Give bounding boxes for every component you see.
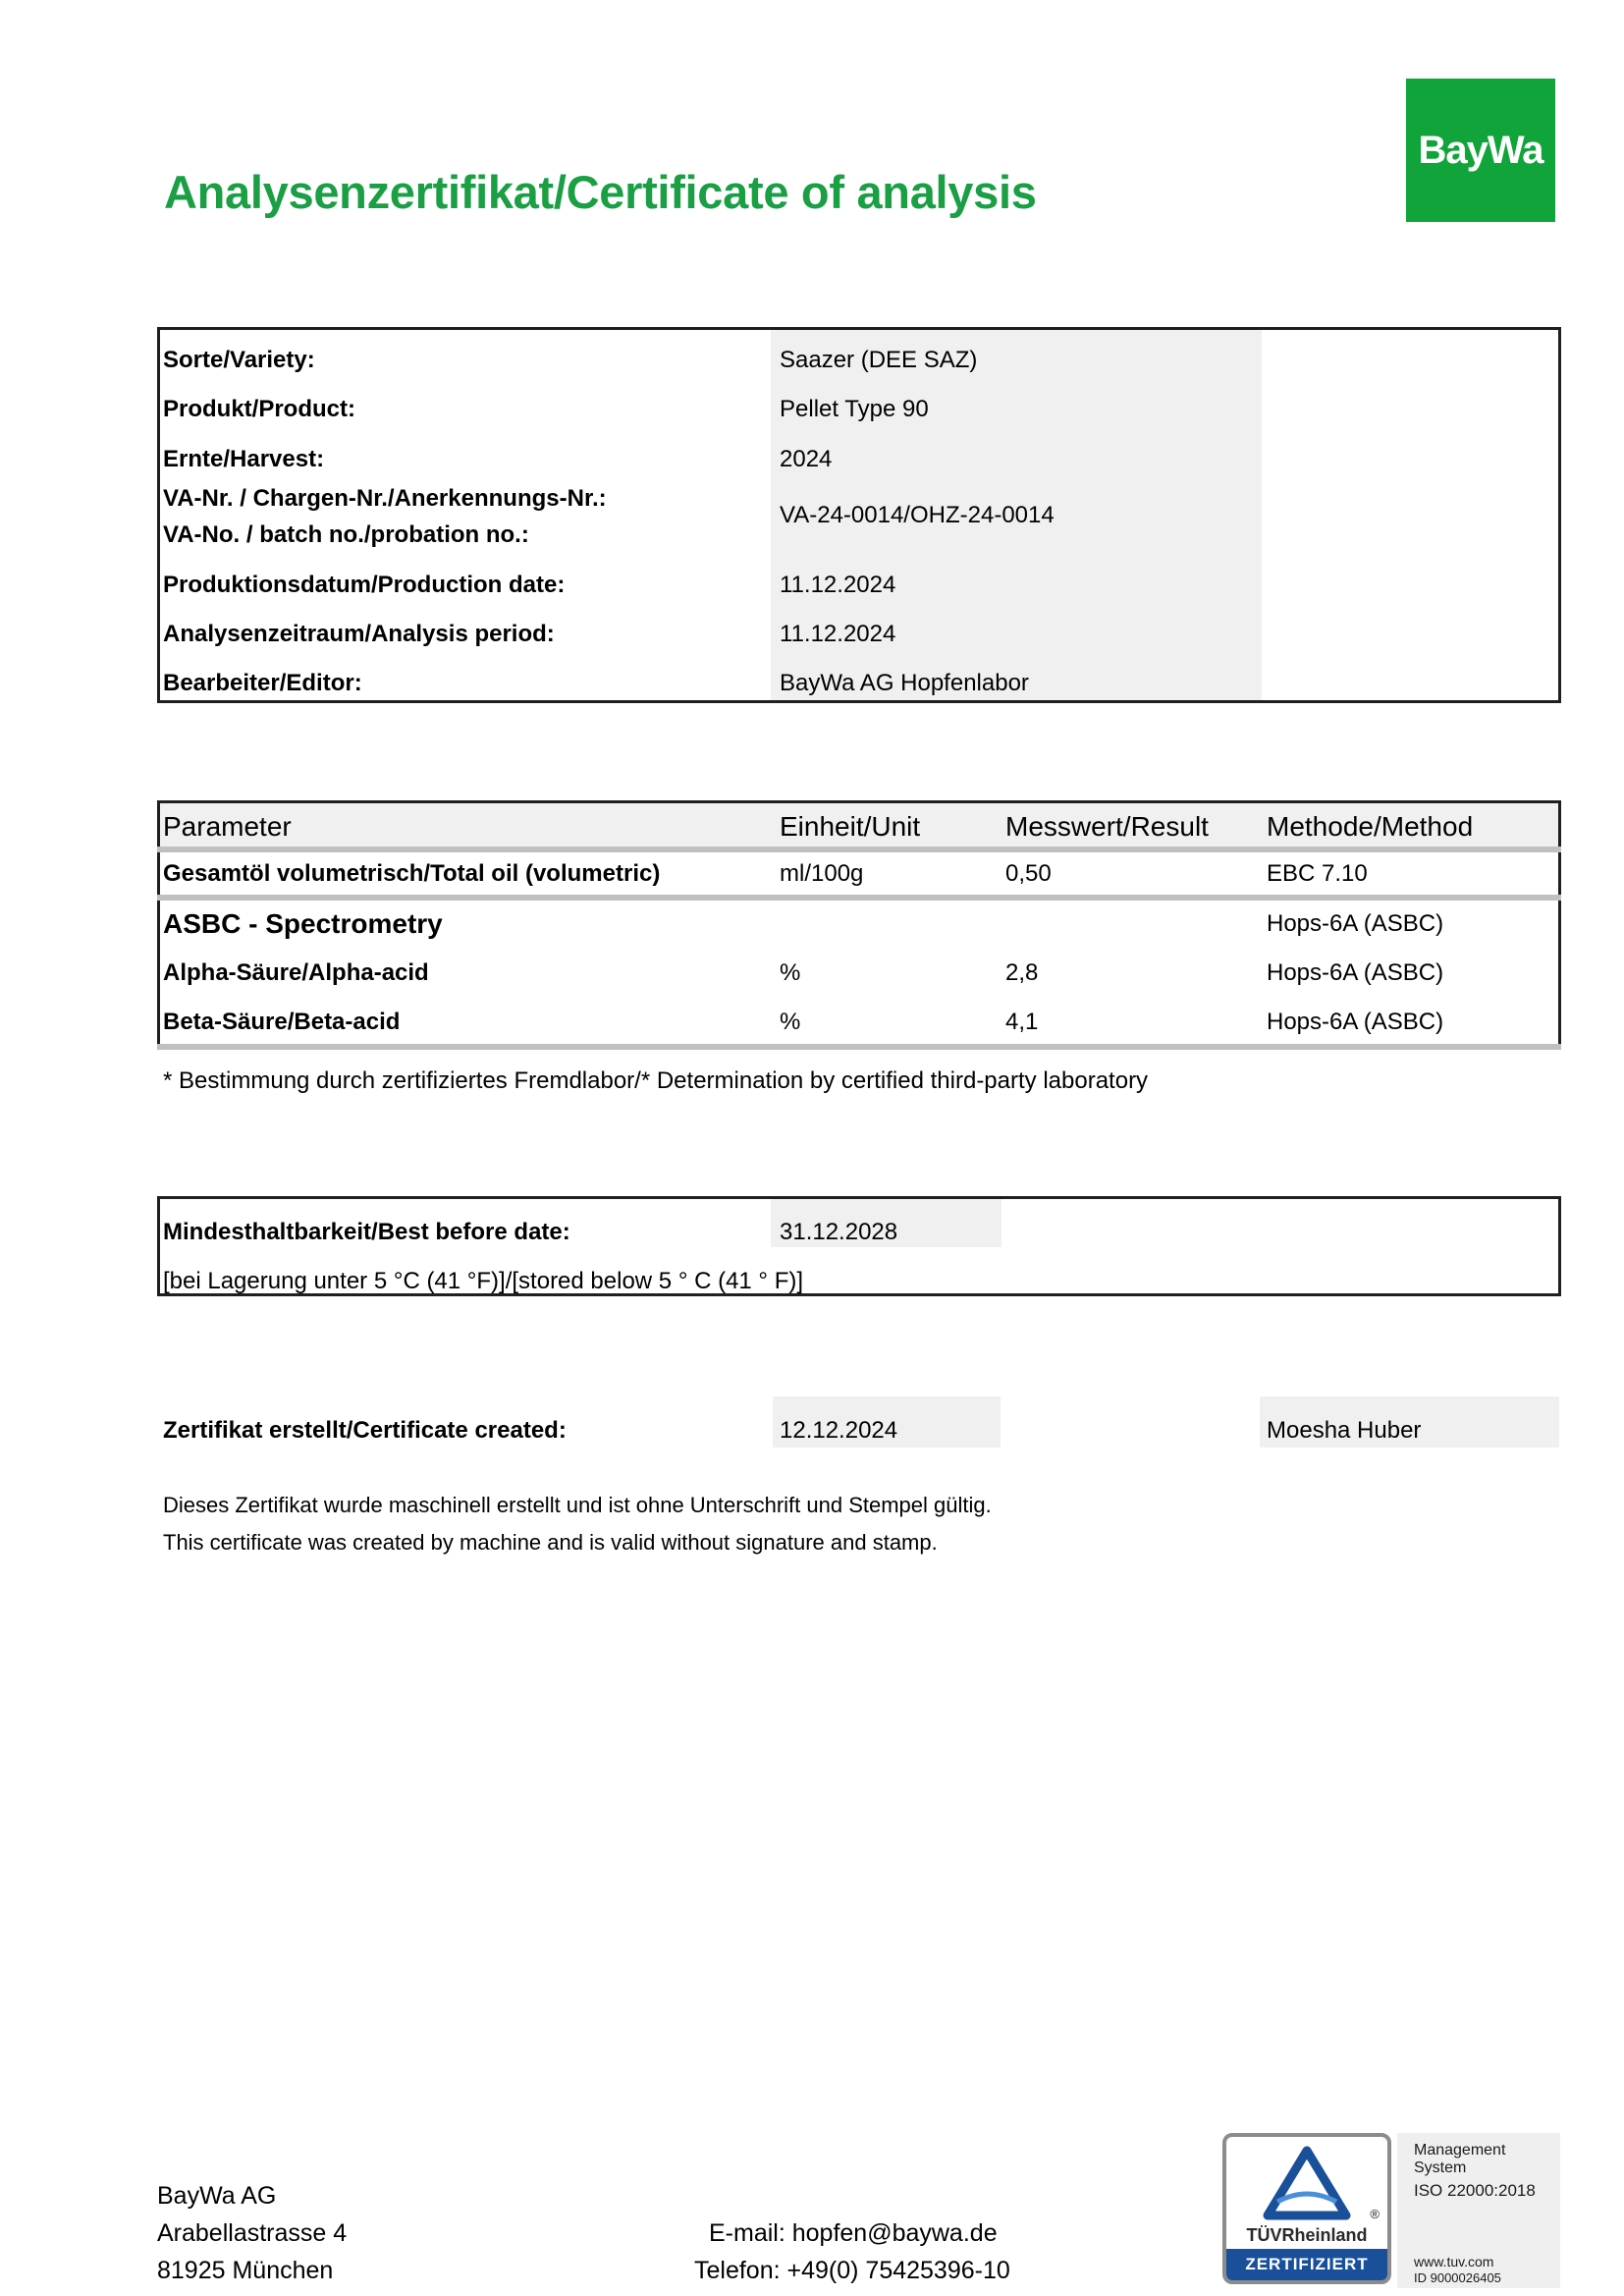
footer-city: 81925 München [157, 2257, 334, 2284]
alpha-unit: % [780, 959, 801, 986]
beta-result: 4,1 [1005, 1009, 1039, 1035]
harvest-value: 2024 [780, 446, 833, 472]
tuv-brand-name: TÜVRheinland [1246, 2225, 1368, 2245]
editor-value: BayWa AG Hopfenlabor [780, 670, 1029, 696]
oil-method: EBC 7.10 [1267, 860, 1368, 887]
footer-street: Arabellastrasse 4 [157, 2219, 348, 2247]
production-date-label: Produktionsdatum/Production date: [163, 572, 566, 598]
analysis-period-value: 11.12.2024 [780, 621, 896, 647]
created-date: 12.12.2024 [780, 1417, 898, 1444]
oil-result: 0,50 [1005, 860, 1052, 887]
harvest-label: Ernte/Harvest: [163, 446, 325, 472]
results-bottom-divider [157, 1044, 1561, 1050]
beta-method: Hops-6A (ASBC) [1267, 1009, 1444, 1035]
editor-label: Bearbeiter/Editor: [163, 670, 362, 696]
footer-phone: Telefon: +49(0) 75425396-10 [694, 2257, 1010, 2284]
mgmt-line-1: Management [1414, 2142, 1506, 2159]
footer-email: E-mail: hopfen@baywa.de [709, 2219, 998, 2247]
results-right-border [1558, 800, 1561, 1046]
alpha-method: Hops-6A (ASBC) [1267, 959, 1444, 986]
footer-company: BayWa AG [157, 2182, 277, 2210]
batch-label-de: VA-Nr. / Chargen-Nr./Anerkennungs-Nr.: [163, 485, 607, 512]
alpha-parameter: Alpha-Säure/Alpha-acid [163, 959, 429, 986]
management-system-panel [1397, 2133, 1560, 2288]
tuv-registered-mark: ® [1370, 2207, 1380, 2221]
storage-note: [bei Lagerung unter 5 °C (41 °F)]/[stored below 5 ° C (41 ° F)] [163, 1268, 804, 1294]
mgmt-line-2: System [1414, 2159, 1467, 2176]
product-label: Produkt/Product: [163, 396, 355, 422]
page-title: Analysenzertifikat/Certificate of analysis [164, 166, 1037, 218]
mgmt-standard: ISO 22000:2018 [1414, 2181, 1536, 2200]
created-person: Moesha Huber [1267, 1417, 1422, 1444]
col-header-result: Messwert/Result [1005, 811, 1209, 842]
notice-german: Dieses Zertifikat wurde maschinell erstellt und ist ohne Unterschrift und Stempel gültig. [163, 1493, 992, 1517]
variety-value: Saazer (DEE SAZ) [780, 347, 978, 373]
baywa-logo: BayWa [1406, 79, 1555, 222]
beta-unit: % [780, 1009, 801, 1035]
product-value: Pellet Type 90 [780, 396, 929, 422]
tuv-id: ID 9000026405 [1414, 2270, 1501, 2285]
section-method: Hops-6A (ASBC) [1267, 910, 1444, 937]
results-header-divider [157, 847, 1561, 852]
alpha-result: 2,8 [1005, 959, 1039, 986]
col-header-parameter: Parameter [163, 811, 292, 842]
best-before-label: Mindesthaltbarkeit/Best before date: [163, 1219, 570, 1245]
beta-parameter: Beta-Säure/Beta-acid [163, 1009, 401, 1035]
best-before-value: 31.12.2028 [780, 1219, 898, 1245]
oil-unit: ml/100g [780, 860, 864, 887]
section-title: ASBC - Spectrometry [163, 908, 443, 939]
batch-value: VA-24-0014/OHZ-24-0014 [780, 502, 1055, 528]
footnote: * Bestimmung durch zertifiziertes Fremdlabor/* Determination by certified third-party laboratory [163, 1067, 1149, 1094]
tuv-website: www.tuv.com [1414, 2254, 1494, 2269]
analysis-period-label: Analysenzeitraum/Analysis period: [163, 621, 555, 647]
notice-english: This certificate was created by machine and is valid without signature and stamp. [163, 1530, 938, 1555]
col-header-method: Methode/Method [1267, 811, 1474, 842]
batch-label-en: VA-No. / batch no./probation no.: [163, 521, 529, 548]
variety-label: Sorte/Variety: [163, 347, 315, 373]
oil-parameter: Gesamtöl volumetrisch/Total oil (volumetric) [163, 860, 661, 887]
tuv-certified-band: ZERTIFIZIERT [1226, 2249, 1387, 2280]
tuv-triangle-icon [1226, 2137, 1387, 2225]
production-date-value: 11.12.2024 [780, 572, 896, 598]
created-label: Zertifikat erstellt/Certificate created: [163, 1417, 567, 1444]
results-section-divider [157, 895, 1561, 901]
tuv-certification-logo [1222, 2133, 1391, 2284]
col-header-unit: Einheit/Unit [780, 811, 921, 842]
